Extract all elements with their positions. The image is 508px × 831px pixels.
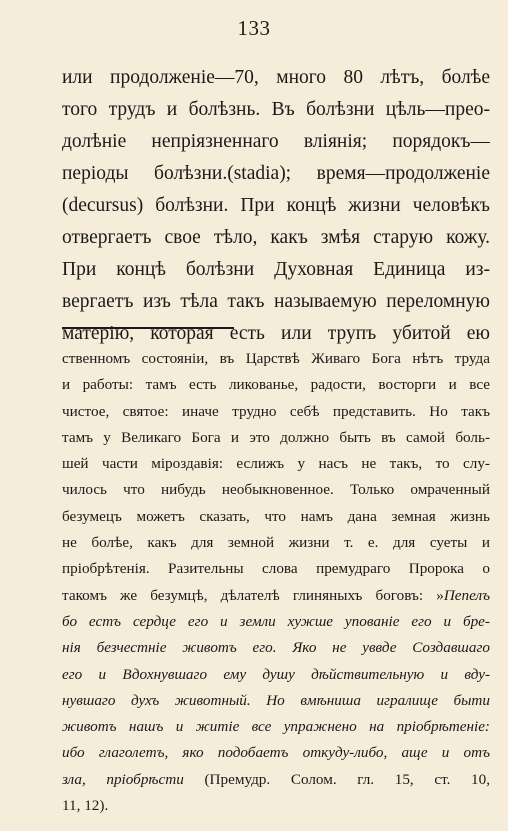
footnote-text: тамъ у Великаго Бога и это должно быть въ самой боль-	[62, 428, 490, 446]
main-text-line: долѣніе непріязненнаго вліянія; порядокъ—	[62, 131, 490, 152]
footnote-text: чистое, святое: иначе трудно себѣ представить. Но такъ	[62, 402, 490, 420]
footnote-quote-text: бо естъ сердце его и земли хужше упованіе его и бре-	[62, 612, 490, 630]
footnote-text: ственномъ состояніи, въ Царствѣ Живаго Бога нѣтъ труда	[62, 350, 490, 367]
main-text-line: вергаетъ изъ тѣла такъ называемую переломную	[62, 291, 490, 312]
footnote-line	[62, 346, 490, 372]
footnote-line	[62, 399, 490, 425]
footnote-text: пріобрѣтенія. Разительны слова премудраго Пророка о	[62, 560, 490, 578]
footnote-line	[62, 793, 490, 819]
footnote-line	[62, 504, 490, 530]
footnote-text: (Премудр. Солом. гл. 15, ст. 10,	[183, 770, 490, 788]
footnote-line	[62, 530, 490, 556]
footnote-line	[62, 740, 490, 766]
footnote-text: чилось что нибудь необыкновенное. Только омраченный	[62, 481, 490, 499]
footnote-quote-text: Пепелъ	[443, 586, 490, 604]
footnote-line	[62, 662, 490, 688]
footnote-line	[62, 583, 490, 609]
footnote-quote-text: ибо глаголетъ, яко подобаетъ откуду-либо, аще и отъ	[62, 744, 490, 762]
footnote-quote-text: нувшаго духъ животный. Но вмѣниша игралище быти	[62, 691, 490, 709]
footnote-quote-text: животъ нашъ и житіе все упражнено на пріобрѣтеніе:	[62, 718, 490, 736]
footnote-line	[62, 609, 490, 635]
page-number: 133	[237, 16, 271, 40]
footnote	[62, 346, 490, 819]
footnote-text: безумецъ можетъ сказать, что намъ дана земная жизнь	[62, 507, 490, 525]
footnote-line	[62, 688, 490, 714]
footnote-line	[62, 714, 490, 740]
footnote-line	[62, 477, 490, 503]
footnote-divider	[62, 327, 234, 329]
footnote-text: шей части міроздавія: еслижъ у насъ не такъ, то слу-	[62, 455, 490, 473]
footnote-line	[62, 451, 490, 477]
main-text-line: (decursus) болѣзни. При концѣ жизни человѣкъ	[62, 195, 490, 216]
main-text	[62, 62, 490, 350]
main-text-line: При концѣ болѣзни Духовная Единица из-	[62, 259, 490, 280]
footnote-quote-text: зла, пріобрѣсти	[62, 770, 184, 788]
footnote-line	[62, 372, 490, 398]
footnote-text: и работы: тамъ есть ликованье, радости, восторги и все	[62, 376, 490, 394]
footnote-line	[62, 556, 490, 582]
footnote-quote-text: его и Вдохнувшаго ему душу дѣйствительную и вду-	[62, 665, 490, 683]
footnote-text: не болѣе, какъ для земной жизни т. е. для суеты и	[62, 534, 490, 552]
footnote-line	[62, 425, 490, 451]
footnote-line	[62, 767, 490, 793]
main-text-line: матерію, которая есть или трупъ убитой ею	[62, 323, 490, 344]
main-text-line: или продолженіе—70, много 80 лѣтъ, болѣе	[62, 67, 490, 88]
footnote-quote-text: нія безчестніе животъ его. Яко не уввде Создавшаго	[62, 639, 490, 657]
footnote-text: 11, 12).	[62, 797, 109, 815]
footnote-text: такомъ же безумцѣ, дѣлателѣ глиняныхъ боговъ: »	[62, 586, 444, 604]
main-text-line: періоды болѣзни.(stadia); время—продолженіе	[62, 163, 490, 184]
footnote-line	[62, 635, 490, 661]
main-text-line: того трудъ и болѣзнь. Въ болѣзни цѣль—прео-	[62, 99, 490, 120]
main-text-line: отвергаетъ свое тѣло, какъ змѣя старую кожу.	[62, 227, 490, 248]
